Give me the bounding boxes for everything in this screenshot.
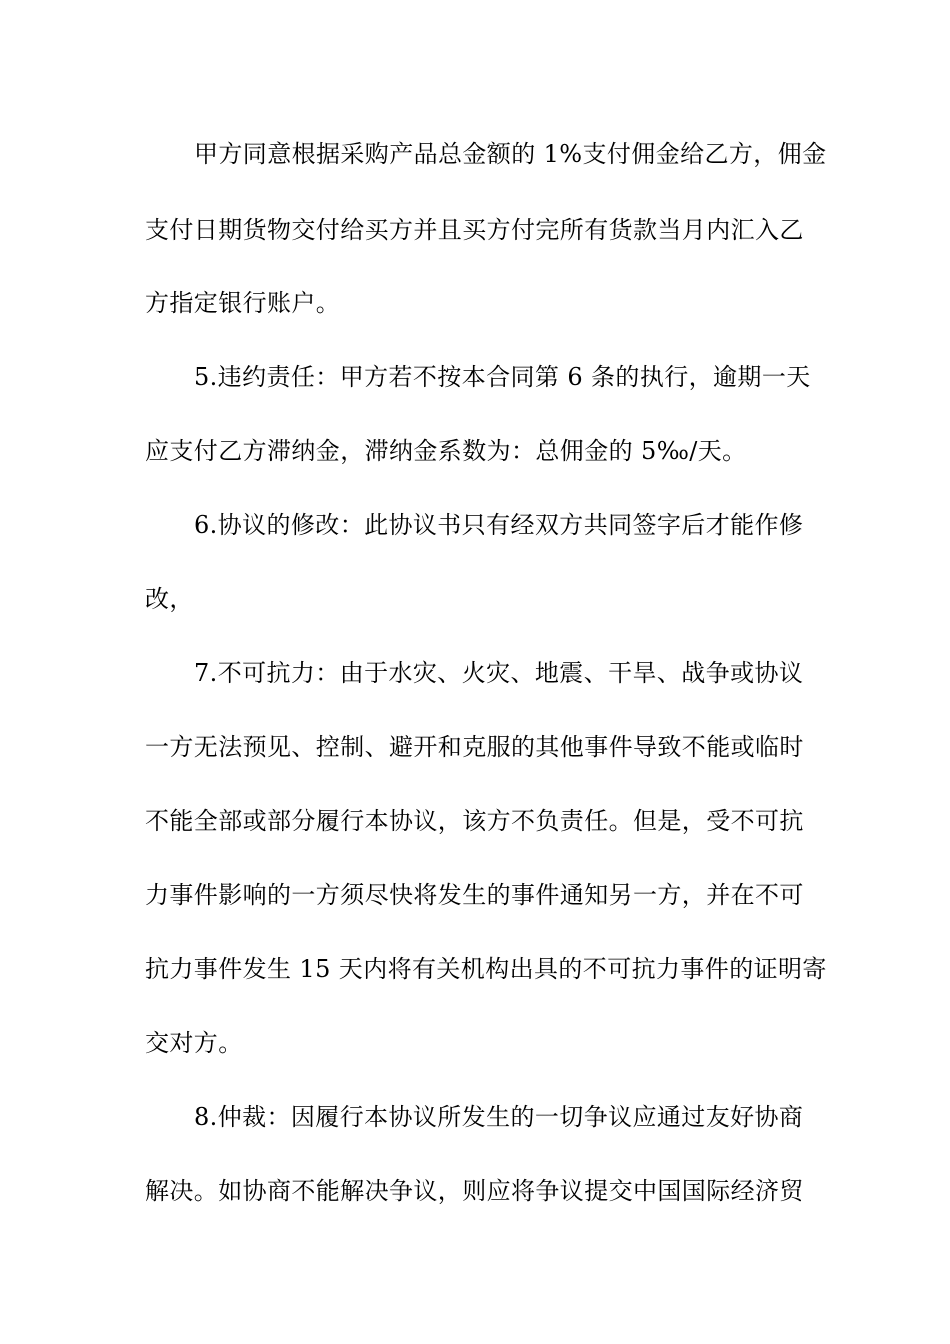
text-line: 交对方。 [145,1029,243,1057]
text-line: 不能全部或部分履行本协议，该方不负责任。但是，受不可抗 [145,807,804,835]
text-line: 改， [145,585,194,613]
text-line: 7.不可抗力：由于水灾、火灾、地震、干旱、战争或协议 [194,659,804,687]
text-line: 8.仲裁：因履行本协议所发生的一切争议应通过友好协商 [194,1103,804,1131]
text-line: 一方无法预见、控制、避开和克服的其他事件导致不能或临时 [145,733,804,761]
text-line: 5.违约责任：甲方若不按本合同第 6 条的执行，逾期一天 [194,363,811,391]
text-line: 力事件影响的一方须尽快将发生的事件通知另一方，并在不可 [145,881,804,909]
text-line: 抗力事件发生 15 天内将有关机构出具的不可抗力事件的证明寄 [145,955,827,983]
text-line: 解决。如协商不能解决争议，则应将争议提交中国国际经济贸 [145,1177,804,1205]
text-line: 应支付乙方滞纳金，滞纳金系数为：总佣金的 5‰/天。 [145,437,747,465]
text-line: 甲方同意根据采购产品总金额的 1%支付佣金给乙方，佣金 [194,140,827,168]
text-line: 6.协议的修改：此协议书只有经双方共同签字后才能作修 [194,511,804,539]
text-line: 方指定银行账户。 [145,289,341,317]
text-line: 支付日期货物交付给买方并且买方付完所有货款当月内汇入乙 [145,216,804,244]
